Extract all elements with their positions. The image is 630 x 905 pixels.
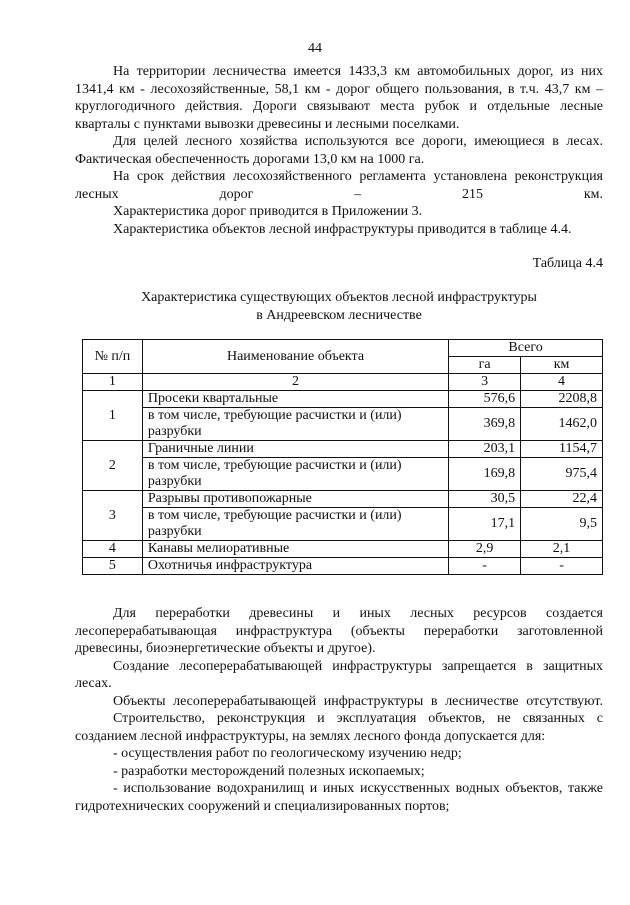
row-km: 1154,7 [521, 441, 603, 458]
row-num: 5 [83, 558, 143, 575]
table-title-line-2: в Андреевском лесничестве [256, 307, 422, 323]
col-number: 4 [521, 374, 603, 391]
col-number: 2 [142, 374, 448, 391]
list-item: - разработки месторождений полезных ископаемых; [113, 763, 425, 779]
table-row [83, 541, 603, 558]
paragraph-forest-roads: Для целей лесного хозяйства используются все дороги, имеющиеся в лесах. Фактическая обеспеченность дорогами 13,0 км на 1000 га. [75, 134, 603, 167]
row-ha: 203,1 [449, 441, 521, 458]
table-row [83, 508, 603, 541]
row-km: 2208,8 [521, 391, 603, 408]
row-ha: 576,6 [449, 391, 521, 408]
row-name: Разрывы противопожарные [142, 491, 448, 508]
row-km: - [521, 558, 603, 575]
table-row [83, 408, 603, 441]
list-item: - использование водохранилищ и иных искусственных водных объектов, также гидротехнических сооружений и специализированных портов; [75, 781, 603, 814]
paragraph-prohibition: Создание лесоперерабатывающей инфраструктуры запрещается в защитных лесах. [75, 658, 603, 691]
intro-section [75, 63, 603, 238]
row-ha: - [449, 558, 521, 575]
table-row [83, 458, 603, 491]
row-name: в том числе, требующие расчистки и (или) разрубки [142, 408, 448, 441]
after-section [75, 605, 603, 815]
row-km: 975,4 [521, 458, 603, 491]
table-col-number-row [83, 374, 603, 391]
row-km: 22,4 [521, 491, 603, 508]
row-name: Просеки квартальные [142, 391, 448, 408]
table-row [83, 558, 603, 575]
row-name: в том числе, требующие расчистки и (или) разрубки [142, 508, 448, 541]
table-label-block [75, 255, 603, 273]
row-name: в том числе, требующие расчистки и (или) разрубки [142, 458, 448, 491]
header-total: Всего [449, 340, 603, 357]
header-name: Наименование объекта [142, 340, 448, 374]
row-ha: 17,1 [449, 508, 521, 541]
infrastructure-table [82, 339, 603, 575]
col-number: 1 [83, 374, 143, 391]
table-title-block [75, 289, 603, 324]
list-item: - осуществления работ по геологическому изучению недр; [113, 746, 462, 761]
paragraph-absent: Объекты лесоперерабатывающей инфраструктуры в лесничестве отсутствуют. [113, 693, 603, 709]
paragraph-table-ref: Характеристика объектов лесной инфраструктуры приводится в таблице 4.4. [113, 221, 572, 237]
col-number: 3 [449, 374, 521, 391]
row-ha: 369,8 [449, 408, 521, 441]
table-row [83, 491, 603, 508]
row-name: Охотничья инфраструктура [142, 558, 448, 575]
row-num: 2 [83, 441, 143, 491]
row-ha: 2,9 [449, 541, 521, 558]
paragraph-roads: На территории лесничества имеется 1433,3 км автомобильных дорог, из них 1341,4 км - лесохозяйственные, 58,1 км - дорог общего пользования, в т.ч. 43,7 км – круглогодичного действия. Дороги связывают места рубок и отдельные лесные кварталы с пунктами вывозки древесины и лесными поселками. [75, 64, 603, 132]
row-name: Канавы мелиоративные [142, 541, 448, 558]
row-km: 2,1 [521, 541, 603, 558]
table-label: Таблица 4.4 [532, 256, 603, 271]
paragraph-reconstruction: На срок действия лесохозяйственного регламента установлена реконструкция лесных дорог – 215 км. [75, 169, 603, 202]
page-number: 44 [308, 41, 322, 56]
table-header-row [83, 340, 603, 357]
row-km: 9,5 [521, 508, 603, 541]
table-row [83, 391, 603, 408]
table-block [82, 339, 603, 575]
row-name: Граничные линии [142, 441, 448, 458]
header-ha: га [449, 357, 521, 374]
row-num: 3 [83, 491, 143, 541]
row-num: 1 [83, 391, 143, 441]
row-num: 4 [83, 541, 143, 558]
paragraph-processing: Для переработки древесины и иных лесных ресурсов создается лесоперерабатывающая инфраструктура (объекты переработки заготовленной древесины, биоэнергетические объекты и другое). [75, 606, 603, 656]
row-ha: 30,5 [449, 491, 521, 508]
header-num: № п/п [83, 340, 143, 374]
row-ha: 169,8 [449, 458, 521, 491]
row-km: 1462,0 [521, 408, 603, 441]
table-row [83, 441, 603, 458]
paragraph-appendix: Характеристика дорог приводится в Приложении 3. [113, 204, 423, 219]
table-title-line-1: Характеристика существующих объектов лесной инфраструктуры [141, 290, 537, 305]
paragraph-construction: Строительство, реконструкция и эксплуатация объектов, не связанных с созданием лесной инфраструктуры, на землях лесного фонда допускается для: [75, 711, 603, 744]
header-km: км [521, 357, 603, 374]
